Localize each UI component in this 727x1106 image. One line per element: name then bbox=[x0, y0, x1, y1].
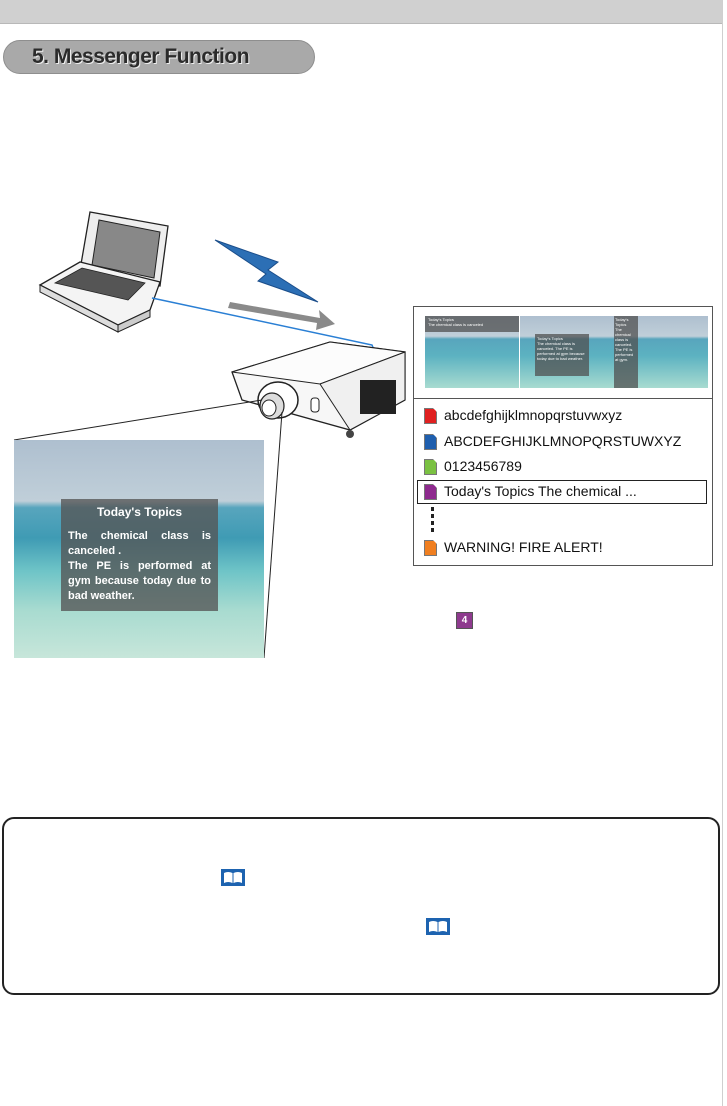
message-overlay bbox=[61, 499, 218, 611]
message-body bbox=[68, 529, 211, 604]
message-line: The PE is performed at gym because today due to bad weather. bbox=[68, 560, 211, 602]
laptop-icon bbox=[40, 212, 168, 332]
message-title: Today's Topics bbox=[96, 505, 183, 519]
book-icon[interactable] bbox=[221, 869, 245, 886]
preset-title: Today's Topics bbox=[537, 336, 563, 341]
preset-thumbnail bbox=[614, 316, 708, 388]
message-line: The chemical class is canceled . bbox=[68, 530, 211, 557]
message-label: WARNING! FIRE ALERT! bbox=[444, 539, 603, 555]
preset-body: The chemical class is canceled bbox=[428, 322, 484, 327]
projector-icon bbox=[232, 342, 405, 438]
file-icon bbox=[424, 459, 437, 475]
file-icon bbox=[424, 434, 437, 450]
note-box bbox=[2, 817, 720, 995]
list-ellipsis-divider bbox=[431, 507, 434, 535]
section-title: 5. Messenger Function bbox=[32, 45, 250, 68]
preset-thumbnail bbox=[520, 316, 614, 388]
preset-title: Today's Topics bbox=[428, 317, 454, 322]
file-number-badge: 4 bbox=[456, 612, 473, 629]
preset-body: The chemical class is canceled. The PE is performed at gym. bbox=[615, 327, 634, 362]
file-icon bbox=[424, 540, 437, 556]
file-icon bbox=[424, 408, 437, 424]
message-label: abcdefghijklmnopqrstuvwxyz bbox=[444, 407, 623, 423]
lightning-icon bbox=[215, 240, 318, 302]
message-label: Today's Topics The chemical ... bbox=[444, 483, 637, 499]
book-icon[interactable] bbox=[426, 918, 450, 935]
preset-thumbnail bbox=[425, 316, 519, 388]
file-icon bbox=[424, 484, 437, 500]
message-label: ABCDEFGHIJKLMNOPQRSTUWXYZ bbox=[444, 433, 682, 449]
preset-body: The chemical class is canceled. The PE is performed at gym because today due to bad weather. bbox=[537, 341, 585, 361]
preset-title: Today's Topics bbox=[615, 317, 629, 327]
message-label: 0123456789 bbox=[444, 458, 522, 474]
